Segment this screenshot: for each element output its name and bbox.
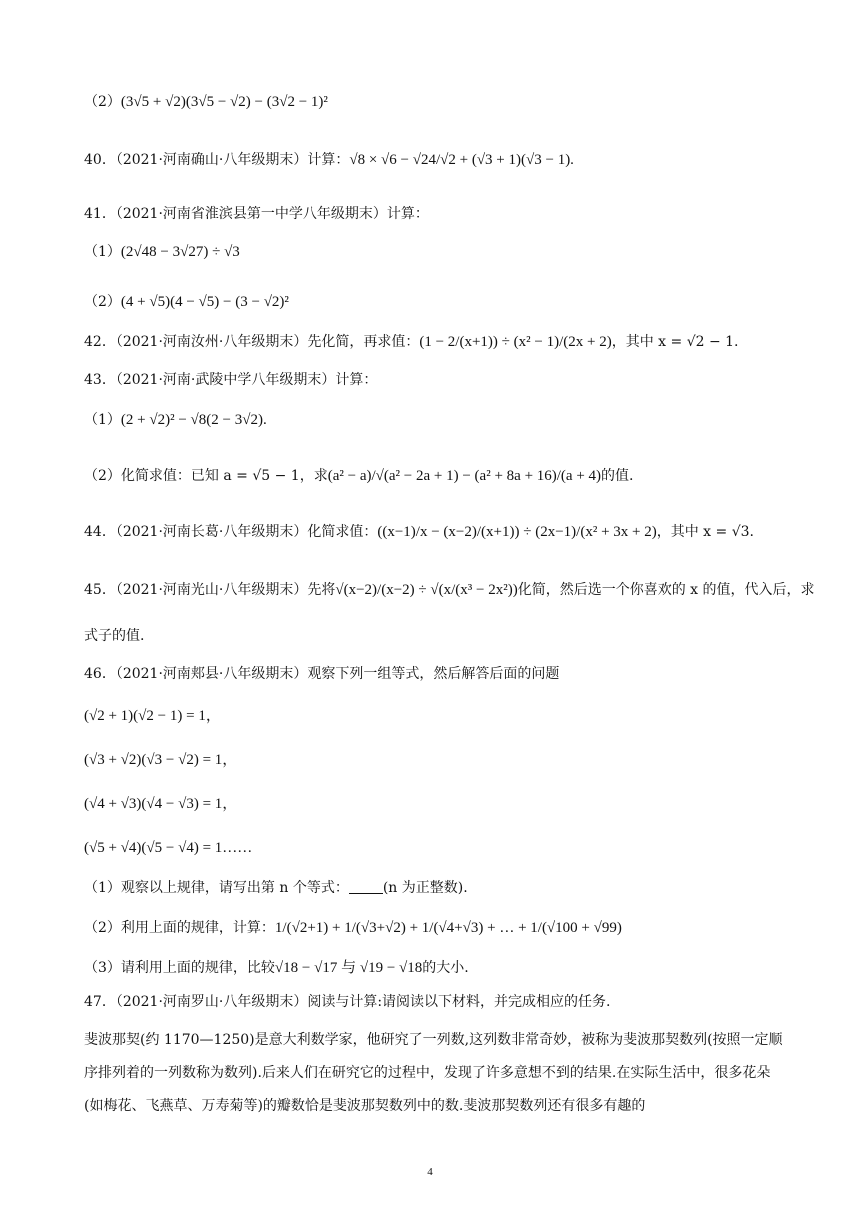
prefix: 41．（2021·河南省淮滨县第一中学八年级期末）计算：: [84, 206, 429, 222]
q44: [84, 522, 754, 542]
suffix: 的值.: [601, 468, 634, 484]
expression: (3√5 + √2)(3√5 − √2) − (3√2 − 1)²: [120, 94, 328, 110]
suffix: ，其中 x = √3.: [656, 524, 754, 540]
q45-continued: [84, 626, 144, 646]
suffix: 的大小.: [422, 960, 469, 976]
q41-part1: [84, 242, 240, 262]
q46-part3: [84, 958, 469, 978]
prefix: 43．（2021·河南·武陵中学八年级期末）计算：: [84, 372, 378, 388]
expression: (√4 + √3)(√4 − √3) = 1，: [84, 796, 238, 812]
prefix: （1）: [84, 412, 121, 428]
q47: [84, 992, 611, 1012]
suffix: 化简，然后选一个你喜欢的 x 的值，代入后，求: [517, 582, 815, 598]
expression: √8 × √6 − √24/√2 + (√3 + 1)(√3 − 1).: [349, 152, 574, 168]
q43: [84, 370, 377, 390]
q39-part2: [84, 92, 328, 112]
expression: √18 − √17 与 √19 − √18: [274, 960, 423, 976]
expression: (a² − a)/√(a² − 2a + 1) − (a² + 8a + 16)/(a + 4): [327, 468, 602, 484]
prefix: 45．（2021·河南光山·八年级期末）先将: [84, 582, 336, 598]
q41: [84, 204, 429, 224]
expression: ((x−1)/x − (x−2)/(x+1)) ÷ (2x−1)/(x² + 3x + 2): [377, 524, 657, 540]
prefix: （1）观察以上规律，请写出第 n 个等式：: [84, 880, 349, 896]
q46-part1: [84, 878, 468, 898]
reading-paragraph: 斐波那契(约 1170—1250)是意大利数学家，他研究了一列数,这列数非常奇妙，被称为斐波那契数列(按照一定顺序排列着的一列数称为数列).后来人们在研究它的过程中，发现了许多意想不到的结果.在实际生活中，很多花朵(如梅花、飞燕草、万寿菊等)的瓣数恰是斐波那契数列中的数.斐波那契数列还有很多有趣的: [84, 1032, 783, 1114]
expression: 1/(√2+1) + 1/(√3+√2) + 1/(√4+√3) + … + 1/(√100 + √99): [274, 920, 622, 936]
equation-1: [84, 706, 221, 726]
q43-part2: [84, 466, 634, 486]
equation-2: [84, 750, 237, 770]
q42: [84, 332, 739, 352]
q43-part1: [84, 410, 267, 430]
prefix: 42．（2021·河南汝州·八年级期末）先化简，再求值：: [84, 334, 420, 350]
prefix: 44．（2021·河南长葛·八年级期末）化简求值：: [84, 524, 378, 540]
q40: [84, 150, 574, 170]
equation-4: [84, 838, 252, 858]
prefix: （2）化简求值：已知 a = √5 − 1，求: [84, 468, 328, 484]
q45: [84, 580, 815, 600]
suffix: (n 为正整数).: [382, 880, 468, 896]
prefix: （1）: [84, 244, 121, 260]
prefix: 40．（2021·河南确山·八年级期末）计算：: [84, 152, 350, 168]
prefix: （3）请利用上面的规律，比较: [84, 960, 275, 976]
prefix: 式子的值.: [84, 628, 145, 644]
expression: (2 + √2)² − √8(2 − 3√2).: [120, 412, 267, 428]
prefix: （2）利用上面的规律，计算：: [84, 920, 275, 936]
expression: (√5 + √4)(√5 − √4) = 1……: [84, 840, 253, 856]
expression: (√3 + √2)(√3 − √2) = 1，: [84, 752, 238, 768]
equation-3: [84, 794, 237, 814]
prefix: 47．（2021·河南罗山·八年级期末）阅读与计算:请阅读以下材料，并完成相应的任务.: [84, 994, 611, 1010]
prefix: （2）: [84, 294, 121, 310]
q46: [84, 664, 559, 684]
page-number: 4: [427, 1166, 433, 1178]
expression: (2√48 − 3√27) ÷ √3: [120, 244, 240, 260]
q46-part2: [84, 918, 622, 938]
prefix: （2）: [84, 94, 121, 110]
expression: √(x−2)/(x−2) ÷ √(x/(x³ − 2x²)): [335, 582, 518, 598]
prefix: 46．（2021·河南郏县·八年级期末）观察下列一组等式，然后解答后面的问题: [84, 666, 560, 682]
q41-part2: [84, 292, 289, 312]
expression: (√2 + 1)(√2 − 1) = 1，: [84, 708, 221, 724]
expression: (1 − 2/(x+1)) ÷ (x² − 1)/(2x + 2): [419, 334, 612, 350]
expression: (4 + √5)(4 − √5) − (3 − √2)²: [120, 294, 289, 310]
answer-blank: [349, 879, 383, 894]
suffix: ，其中 x = √2 − 1.: [611, 334, 739, 350]
